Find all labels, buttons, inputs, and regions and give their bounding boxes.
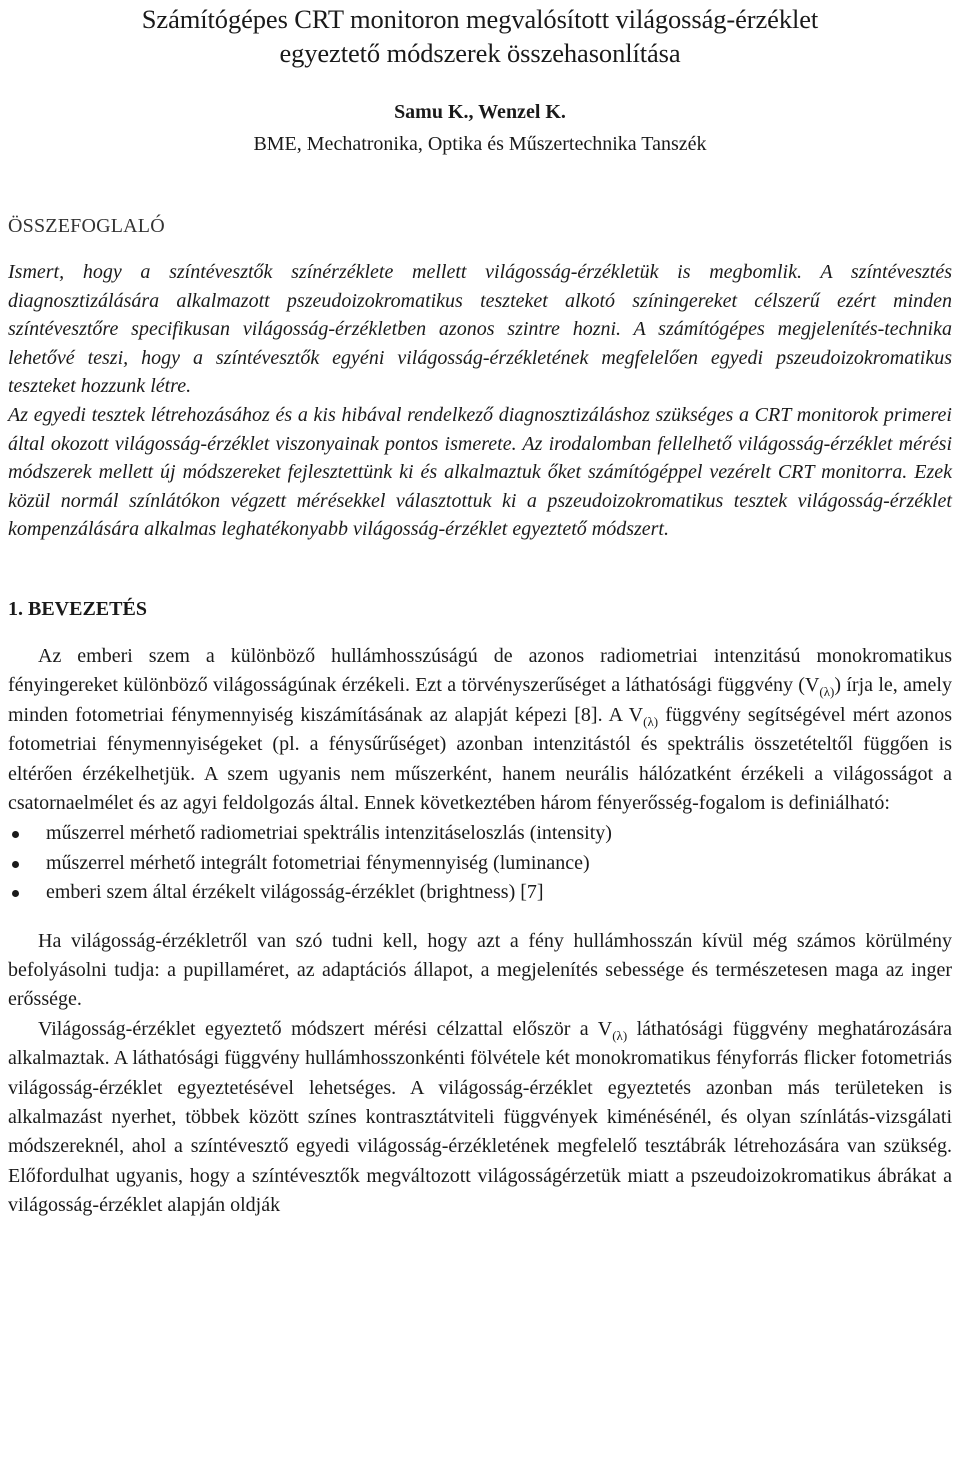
author-names: Samu K., Wenzel K.	[394, 101, 566, 123]
bullet-icon	[12, 831, 19, 838]
p1-text-b: ) írja le, amely minden fotometriai fénymennyiség kiszámításának az alapját képezi [8]. A V	[8, 674, 952, 726]
title-line-1: Számítógépes CRT monitoron megvalósított világosság-érzéklet	[141, 4, 819, 34]
intro-paragraph-3	[8, 1015, 952, 1221]
p3-text-b: láthatósági függvény meghatározására alkalmaztak. A láthatósági függvény hullámhosszonkénti fölvétele két monokromatikus fényforrás flicker fotometriás világosság-érzéklet egyeztetésével lehetséges. A világosság-érzéklet egyeztetés azonban más területeken is alkalmazást nyerhet, többek között színes kontrasztátviteli függvények kiménésénél, és olyan színlátás-vizsgálati módszereknél, ahol a színtévesztő egyedi világosság-érzékletének megfelelő tesztábrák létrehozására van szükség. Előfordulhat ugyanis, hogy a színtévesztők megváltozott világosságérzetük miatt a pszeudoizokromatikus ábrákat a világosság-érzéklet alapján oldják	[8, 1017, 952, 1217]
p1-text-c: függvény segítségével mért azonos fotometriai fénymennyiségeket (pl. a fénysűrűséget) azonban intenzitástól és spektrális összetételtől függően is eltérően érzékelhetjük. A szem ugyanis nem műszerként, hanem neurális hálózatként érzékeli a világosságot a csatornaelmélet és az agyi feldolgozás által. Ennek következtében három fényerősség-fogalom is definiálható:	[8, 703, 953, 814]
p3-text-a: Világosság-érzéklet egyeztető módszert mérési célzattal először a V	[38, 1017, 613, 1040]
lambda-subscript: (λ)	[612, 1027, 628, 1043]
abstract-paragraph-2: Az egyedi tesztek létrehozásához és a kis hibával rendelkező diagnosztizáláshoz szükséges a CRT monitorok primerei által okozott világosság-érzéklet viszonyainak pontos ismerete. Az irodalomban fellelhető világosság-érzéklet mérési módszerek mellett új módszereket fejlesztettünk ki és alkalmaztuk őket számítógéppel vezérelt CRT monitorra. Ezek közül normál színlátókon végzett mérésekkel választottuk ki a pszeudoizokromatikus tesztek világosság-érzéklet kompenzálására alkalmas leghatékonyabb világosság-érzéklet egyeztető módszert.	[8, 403, 952, 541]
section-heading-introduction: 1. BEVEZETÉS	[8, 597, 147, 620]
list-item	[8, 878, 952, 907]
list-item-text: műszerrel mérhető integrált fotometriai fénymennyiség (luminance)	[46, 851, 590, 874]
paragraph-spacer	[8, 908, 952, 927]
bullet-icon	[12, 890, 19, 897]
paper-title	[8, 0, 952, 70]
list-item-text: emberi szem által érzékelt világosság-érzéklet (brightness) [7]	[46, 881, 544, 904]
author-block	[8, 96, 952, 160]
intro-paragraph-2: Ha világosság-érzékletről van szó tudni kell, hogy azt a fény hullámhosszán kívül még számos körülmény befolyásolni tudja: a pupillaméret, az adaptációs állapot, a megjelenítés sebessége és természetesen maga az inger erőssége.	[8, 929, 952, 1011]
list-item	[8, 849, 952, 878]
lambda-subscript: (λ)	[643, 713, 659, 729]
intro-paragraph-1	[8, 642, 952, 818]
list-item-text: műszerrel mérhető radiometriai spektrális intenzitáseloszlás (intensity)	[46, 822, 612, 845]
p1-text-a: Az emberi szem a különböző hullámhosszúságú de azonos radiometriai intenzitású monokromatikus fényingereket különböző világosságúnak érzékeli. Ezt a törvényszerűséget a láthatósági függvény (V	[8, 644, 952, 697]
lambda-subscript: (λ)	[819, 684, 835, 700]
brightness-concepts-list	[8, 819, 952, 907]
bullet-icon	[12, 861, 19, 868]
abstract	[8, 258, 952, 544]
abstract-heading: ÖSSZEFOGLALÓ	[8, 215, 165, 237]
abstract-paragraph-1: Ismert, hogy a színtévesztők színérzéklete mellett világosság-érzékletük is megbomlik. A színtévesztés diagnosztizálására alkalmazott pszeudoizokromatikus teszteket alkotó színingereket célszerű ezért minden színtévesztőre specifikusan világosság-érzékletben azonos szintre hozni. A számítógépes megjelenítés-technika lehetővé teszi, hogy a színtévesztők egyéni világosság-érzékletének megfelelően egyedi pszeudoizokromatikus teszteket hozzunk létre.	[8, 261, 952, 398]
list-item	[8, 819, 952, 848]
affiliation: BME, Mechatronika, Optika és Műszertechnika Tanszék	[253, 133, 707, 155]
title-line-2: egyeztető módszerek összehasonlítása	[279, 38, 681, 68]
